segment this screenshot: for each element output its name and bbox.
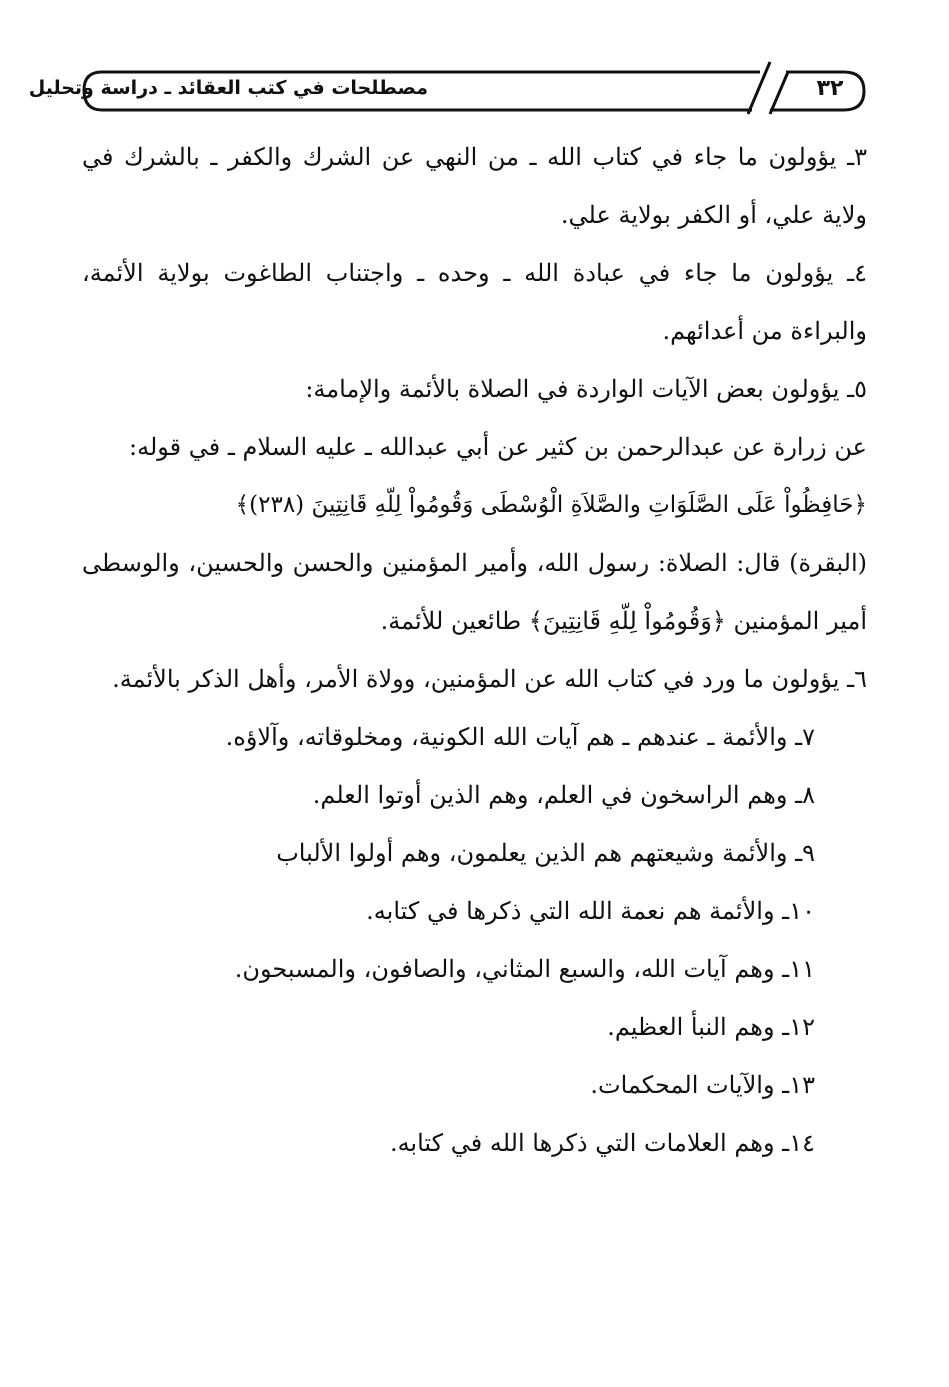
paragraph-3: ٣ـ يؤولون ما جاء في كتاب الله ـ من النهي عن الشرك والكفر ـ بالشرك في ولاية علي، أو الكفر بولاية علي. [82,143,867,229]
list-item: ١٤ـ وهم العلامات التي ذكرها الله في كتابه. [389,1129,815,1157]
paragraph-explanation: (البقرة) قال: الصلاة: رسول الله، وأمير المؤمنين والحسن والحسين، والوسطى أمير المؤمنين ﴿وَقُومُواْ لِلّهِ قَانِتِينَ﴾ طائعين للأئمة. [82,549,867,635]
page-number: ٣٢ [816,76,844,101]
paragraph-5: ٥ـ يؤولون بعض الآيات الواردة في الصلاة بالأئمة والإمامة: [305,375,867,403]
running-title: مصطلحات في كتب العقائد ـ دراسة وتحليل [28,77,428,99]
list-item: ١١ـ وهم آيات الله، والسبع المثاني، والصافون، والمسبحون. [234,955,815,983]
list-item: ٨ـ وهم الراسخون في العلم، وهم الذين أوتوا العلم. [312,781,815,809]
page-body [82,128,867,1172]
page-header [28,58,868,120]
list-item: ٧ـ والأئمة ـ عندهم ـ هم آيات الله الكونية، ومخلوقاته، وآلاؤه. [225,723,815,751]
list-item: ١٠ـ والأئمة هم نعمة الله التي ذكرها في كتابه. [366,897,815,925]
list-item: ١٣ـ والآيات المحكمات. [590,1071,815,1099]
quran-verse: ﴿حَافِظُواْ عَلَى الصَّلَوَاتِ والصَّلاَةِ الْوُسْطَى وَقُومُواْ لِلّهِ قَانِتِينَ (٢٣٨)﴾ [235,492,867,518]
list-item: ٩ـ والأئمة وشيعتهم هم الذين يعلمون، وهم أولوا الألباب [276,839,815,867]
paragraph-6: ٦ـ يؤولون ما ورد في كتاب الله عن المؤمنين، وولاة الأمر، وأهل الذكر بالأئمة. [112,665,867,693]
paragraph-4: ٤ـ يؤولون ما جاء في عبادة الله ـ وحده ـ واجتناب الطاغوت بولاية الأئمة، والبراءة من أعدائهم. [82,259,867,345]
paragraph-narration: عن زرارة عن عبدالرحمن بن كثير عن أبي عبدالله ـ عليه السلام ـ في قوله: [129,433,867,461]
list-item: ١٢ـ وهم النبأ العظيم. [607,1013,815,1041]
